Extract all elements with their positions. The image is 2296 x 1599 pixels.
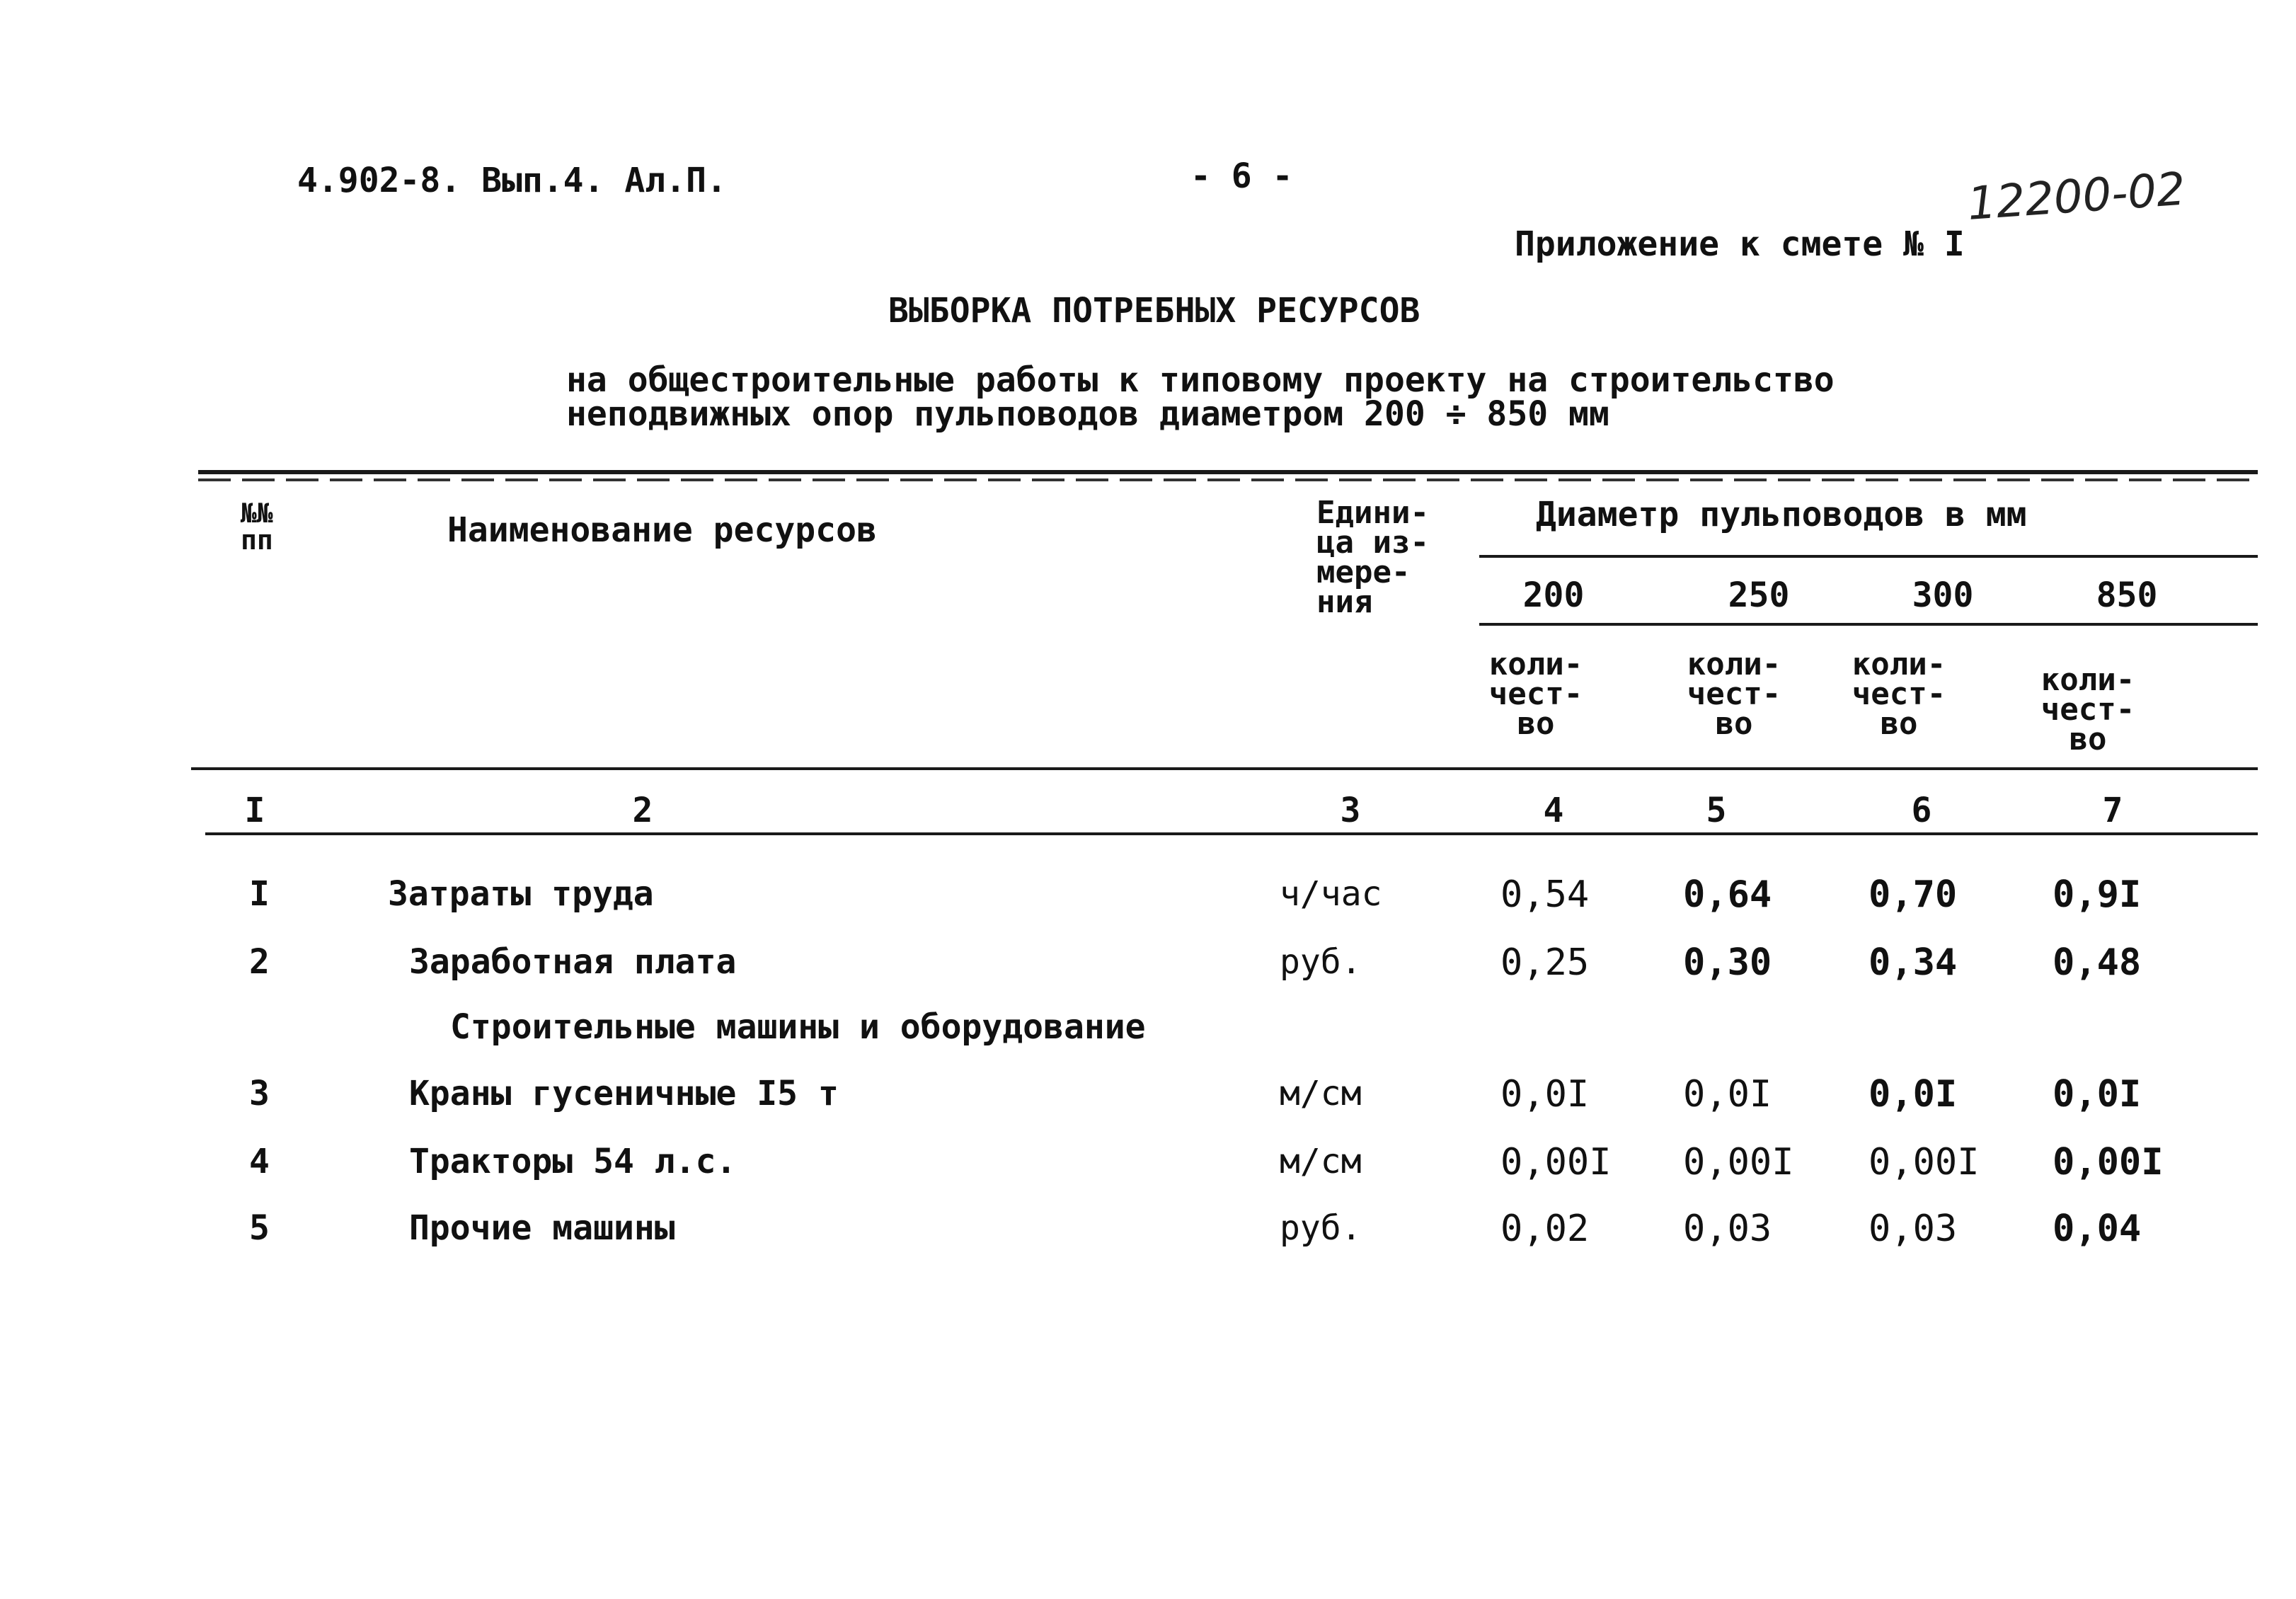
row-number: 5 [249,1208,270,1248]
table-top-rule [198,470,2258,474]
header-quantity-200: коли- чест- во [1488,646,1583,742]
row-value-250: 0,0I [1683,1073,1772,1116]
row-resource-name: Заработная плата [409,942,737,982]
page-number: - 6 - [1190,156,1293,196]
column-number: I [244,791,265,830]
header-bottom-rule [191,767,2258,770]
row-value-300: 0,0I [1869,1073,1958,1116]
header-unit: Едини- ца из- мере- ния [1316,495,1429,620]
header-quantity-250: коли- чест- во [1687,646,1781,742]
row-value-850: 0,00I [2053,1141,2164,1184]
header-diameter-group: Диаметр пульповодов в мм [1536,495,2027,534]
row-number: 4 [249,1142,270,1181]
column-numbers-rule [205,832,2258,835]
row-value-200: 0,00I [1500,1141,1612,1184]
document-subtitle-line1: на общестроительные работы к типовому проекту на строительство [566,360,1835,400]
row-value-300: 0,00I [1869,1141,1980,1184]
row-number: I [249,874,270,914]
row-value-850: 0,48 [2053,941,2142,984]
row-value-200: 0,54 [1500,873,1590,916]
appendix-note: Приложение к смете № I [1515,224,1965,264]
row-value-250: 0,64 [1683,873,1772,916]
row-value-200: 0,02 [1500,1208,1590,1250]
header-diameter-850: 850 [2096,575,2158,615]
header-diameter-200: 200 [1522,575,1585,615]
row-value-250: 0,00I [1683,1141,1794,1184]
row-value-200: 0,25 [1500,941,1590,984]
row-value-300: 0,70 [1869,873,1958,916]
row-unit: руб. [1280,1208,1362,1248]
header-diameter-300: 300 [1912,575,1974,615]
document-code: 4.902-8. Вып.4. Ал.П. [297,161,727,200]
diameter-group-rule [1479,555,2258,558]
row-value-250: 0,30 [1683,941,1772,984]
row-value-300: 0,03 [1869,1208,1958,1250]
column-number: 4 [1543,791,1564,830]
row-number: 2 [249,942,270,982]
diameter-values-rule [1479,623,2258,626]
row-number: 3 [249,1074,270,1113]
table-top-rule-dashed [198,478,2258,481]
row-resource-name: Прочие машины [409,1208,675,1248]
row-resource-name: Затраты труда [388,874,654,914]
row-value-250: 0,03 [1683,1208,1772,1250]
column-number: 3 [1340,791,1361,830]
header-resource-name: Наименование ресурсов [447,510,877,550]
column-number: 7 [2102,791,2123,830]
row-unit: руб. [1280,942,1362,982]
column-number: 6 [1911,791,1932,830]
header-number: №№ пп [241,498,273,556]
row-resource-name: Краны гусеничные I5 т [409,1074,839,1113]
header-quantity-850: коли- чест- во [2040,662,2135,757]
document-subtitle-line2: неподвижных опор пульповодов диаметром 200 ÷ 850 мм [566,394,1609,434]
row-value-850: 0,0I [2053,1073,2142,1116]
row-value-850: 0,9I [2053,873,2142,916]
row-resource-name: Тракторы 54 л.с. [409,1142,737,1181]
row-value-200: 0,0I [1500,1073,1590,1116]
row-unit: м/см [1280,1074,1362,1113]
row-unit: м/см [1280,1142,1362,1181]
header-quantity-300: коли- чест- во [1852,646,1946,742]
column-number: 2 [632,791,653,830]
document-title: ВЫБОРКА ПОТРЕБНЫХ РЕСУРСОВ [888,291,1420,331]
handwritten-code: 12200-02 [1965,163,2187,231]
row-unit: ч/час [1280,874,1382,914]
header-diameter-250: 250 [1728,575,1790,615]
column-number: 5 [1706,791,1727,830]
row-value-300: 0,34 [1869,941,1958,984]
section-heading: Строительные машины и оборудование [450,1007,1146,1047]
row-value-850: 0,04 [2053,1208,2142,1250]
